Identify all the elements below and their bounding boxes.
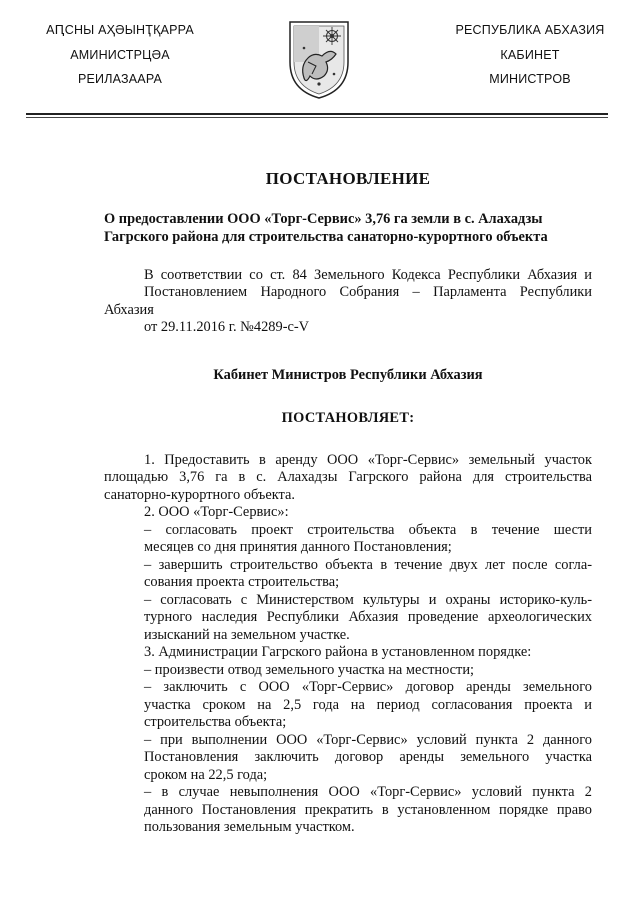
item-line: сроком на 22,5 года; bbox=[144, 766, 268, 783]
document-header bbox=[0, 0, 640, 120]
preamble bbox=[104, 267, 592, 337]
item-line: – при выполнении ООО «Торг-Сервис» условий пункта 2 данного bbox=[144, 731, 592, 748]
item-line: – заключить с ООО «Торг-Сервис» договор аренды земельного bbox=[144, 679, 592, 695]
item-line: участка сроком на 2,5 года на период согласования проекта и bbox=[144, 696, 592, 713]
point-1 bbox=[104, 452, 592, 505]
item-line: изысканий на земельном участке. bbox=[144, 626, 350, 643]
point-3-item bbox=[144, 662, 592, 680]
header-left-line: АԤСНЫ АҲӘЫНҬҚАРРА bbox=[46, 23, 194, 37]
header-right-line: КАБИНЕТ bbox=[500, 47, 560, 62]
item-line: сования проекта строительства; bbox=[144, 574, 340, 590]
document-body bbox=[104, 170, 592, 837]
resolves-heading: ПОСТАНОВЛЯЕТ: bbox=[281, 410, 415, 426]
point-line: 3. Администрации Гагрского района в установленном порядке: bbox=[144, 644, 532, 660]
point-line: площадью 3,76 га в с. Алахадзы Гагрского района для строительства bbox=[104, 469, 592, 485]
header-russian-title bbox=[430, 22, 630, 96]
preamble-line: В соответствии со ст. 84 Земельного Кодекса Республики Абхазия и bbox=[144, 266, 592, 283]
point-line: санаторно-курортного объекта. bbox=[104, 486, 295, 503]
subject-line: О предоставлении ООО «Торг-Сервис» 3,76 га земли в с. Алахадзы bbox=[104, 210, 543, 227]
point-3-item bbox=[144, 679, 592, 732]
point-2-item bbox=[144, 557, 592, 592]
header-abkhaz-title bbox=[20, 22, 220, 96]
issuing-body: Кабинет Министров Республики Абхазия bbox=[213, 366, 483, 383]
item-line: – произвести отвод земельного участка на местности; bbox=[144, 661, 475, 678]
header-divider-thick bbox=[26, 113, 608, 115]
item-line: – согласовать с Министерством культуры и охраны историко-куль- bbox=[144, 591, 592, 608]
point-3-item bbox=[144, 732, 592, 785]
item-line: строительства объекта; bbox=[144, 714, 287, 730]
item-line: данного Постановления прекратить в установленном порядке право bbox=[144, 801, 592, 818]
item-line: – завершить строительство объекта в течение двух лет после согла- bbox=[144, 556, 592, 573]
document-subject bbox=[104, 210, 592, 246]
item-line: – согласовать проект строительства объекта в течение шести bbox=[144, 521, 592, 538]
point-3-item bbox=[144, 784, 592, 837]
item-line: – в случае невыполнения ООО «Торг-Сервис» условий пункта 2 bbox=[144, 784, 592, 800]
document-title: ПОСТАНОВЛЕНИЕ bbox=[265, 169, 431, 188]
item-line: турного наследия Республики Абхазия проведение археологических bbox=[144, 609, 592, 625]
header-right-line: МИНИСТРОВ bbox=[489, 72, 571, 86]
coat-of-arms-icon bbox=[286, 18, 352, 100]
point-3 bbox=[104, 644, 592, 662]
header-left-line: АМИНИСТРЦӘА bbox=[70, 47, 170, 62]
preamble-line: Постановлением Народного Собрания – Парламента Республики Абхазия bbox=[104, 284, 592, 318]
item-line: Постановления заключить договор аренды земельного участка bbox=[144, 749, 592, 765]
subject-line: Гагрского района для строительства санаторно-курортного объекта bbox=[104, 228, 548, 245]
header-divider-thin bbox=[26, 117, 608, 118]
header-right-line: РЕСПУБЛИКА АБХАЗИЯ bbox=[455, 23, 605, 37]
header-left-line: РЕИЛАЗААРА bbox=[77, 72, 163, 86]
point-2-item bbox=[144, 592, 592, 645]
point-2 bbox=[104, 504, 592, 522]
point-line: 2. ООО «Торг-Сервис»: bbox=[144, 504, 289, 520]
point-line: 1. Предоставить в аренду ООО «Торг-Сервис» земельный участок bbox=[144, 451, 592, 468]
item-line: пользования земельным участком. bbox=[144, 819, 355, 835]
point-2-item bbox=[144, 522, 592, 557]
preamble-line: от 29.11.2016 г. №4289-с-V bbox=[144, 319, 310, 335]
item-line: месяцев со дня принятия данного Постановления; bbox=[144, 539, 452, 555]
